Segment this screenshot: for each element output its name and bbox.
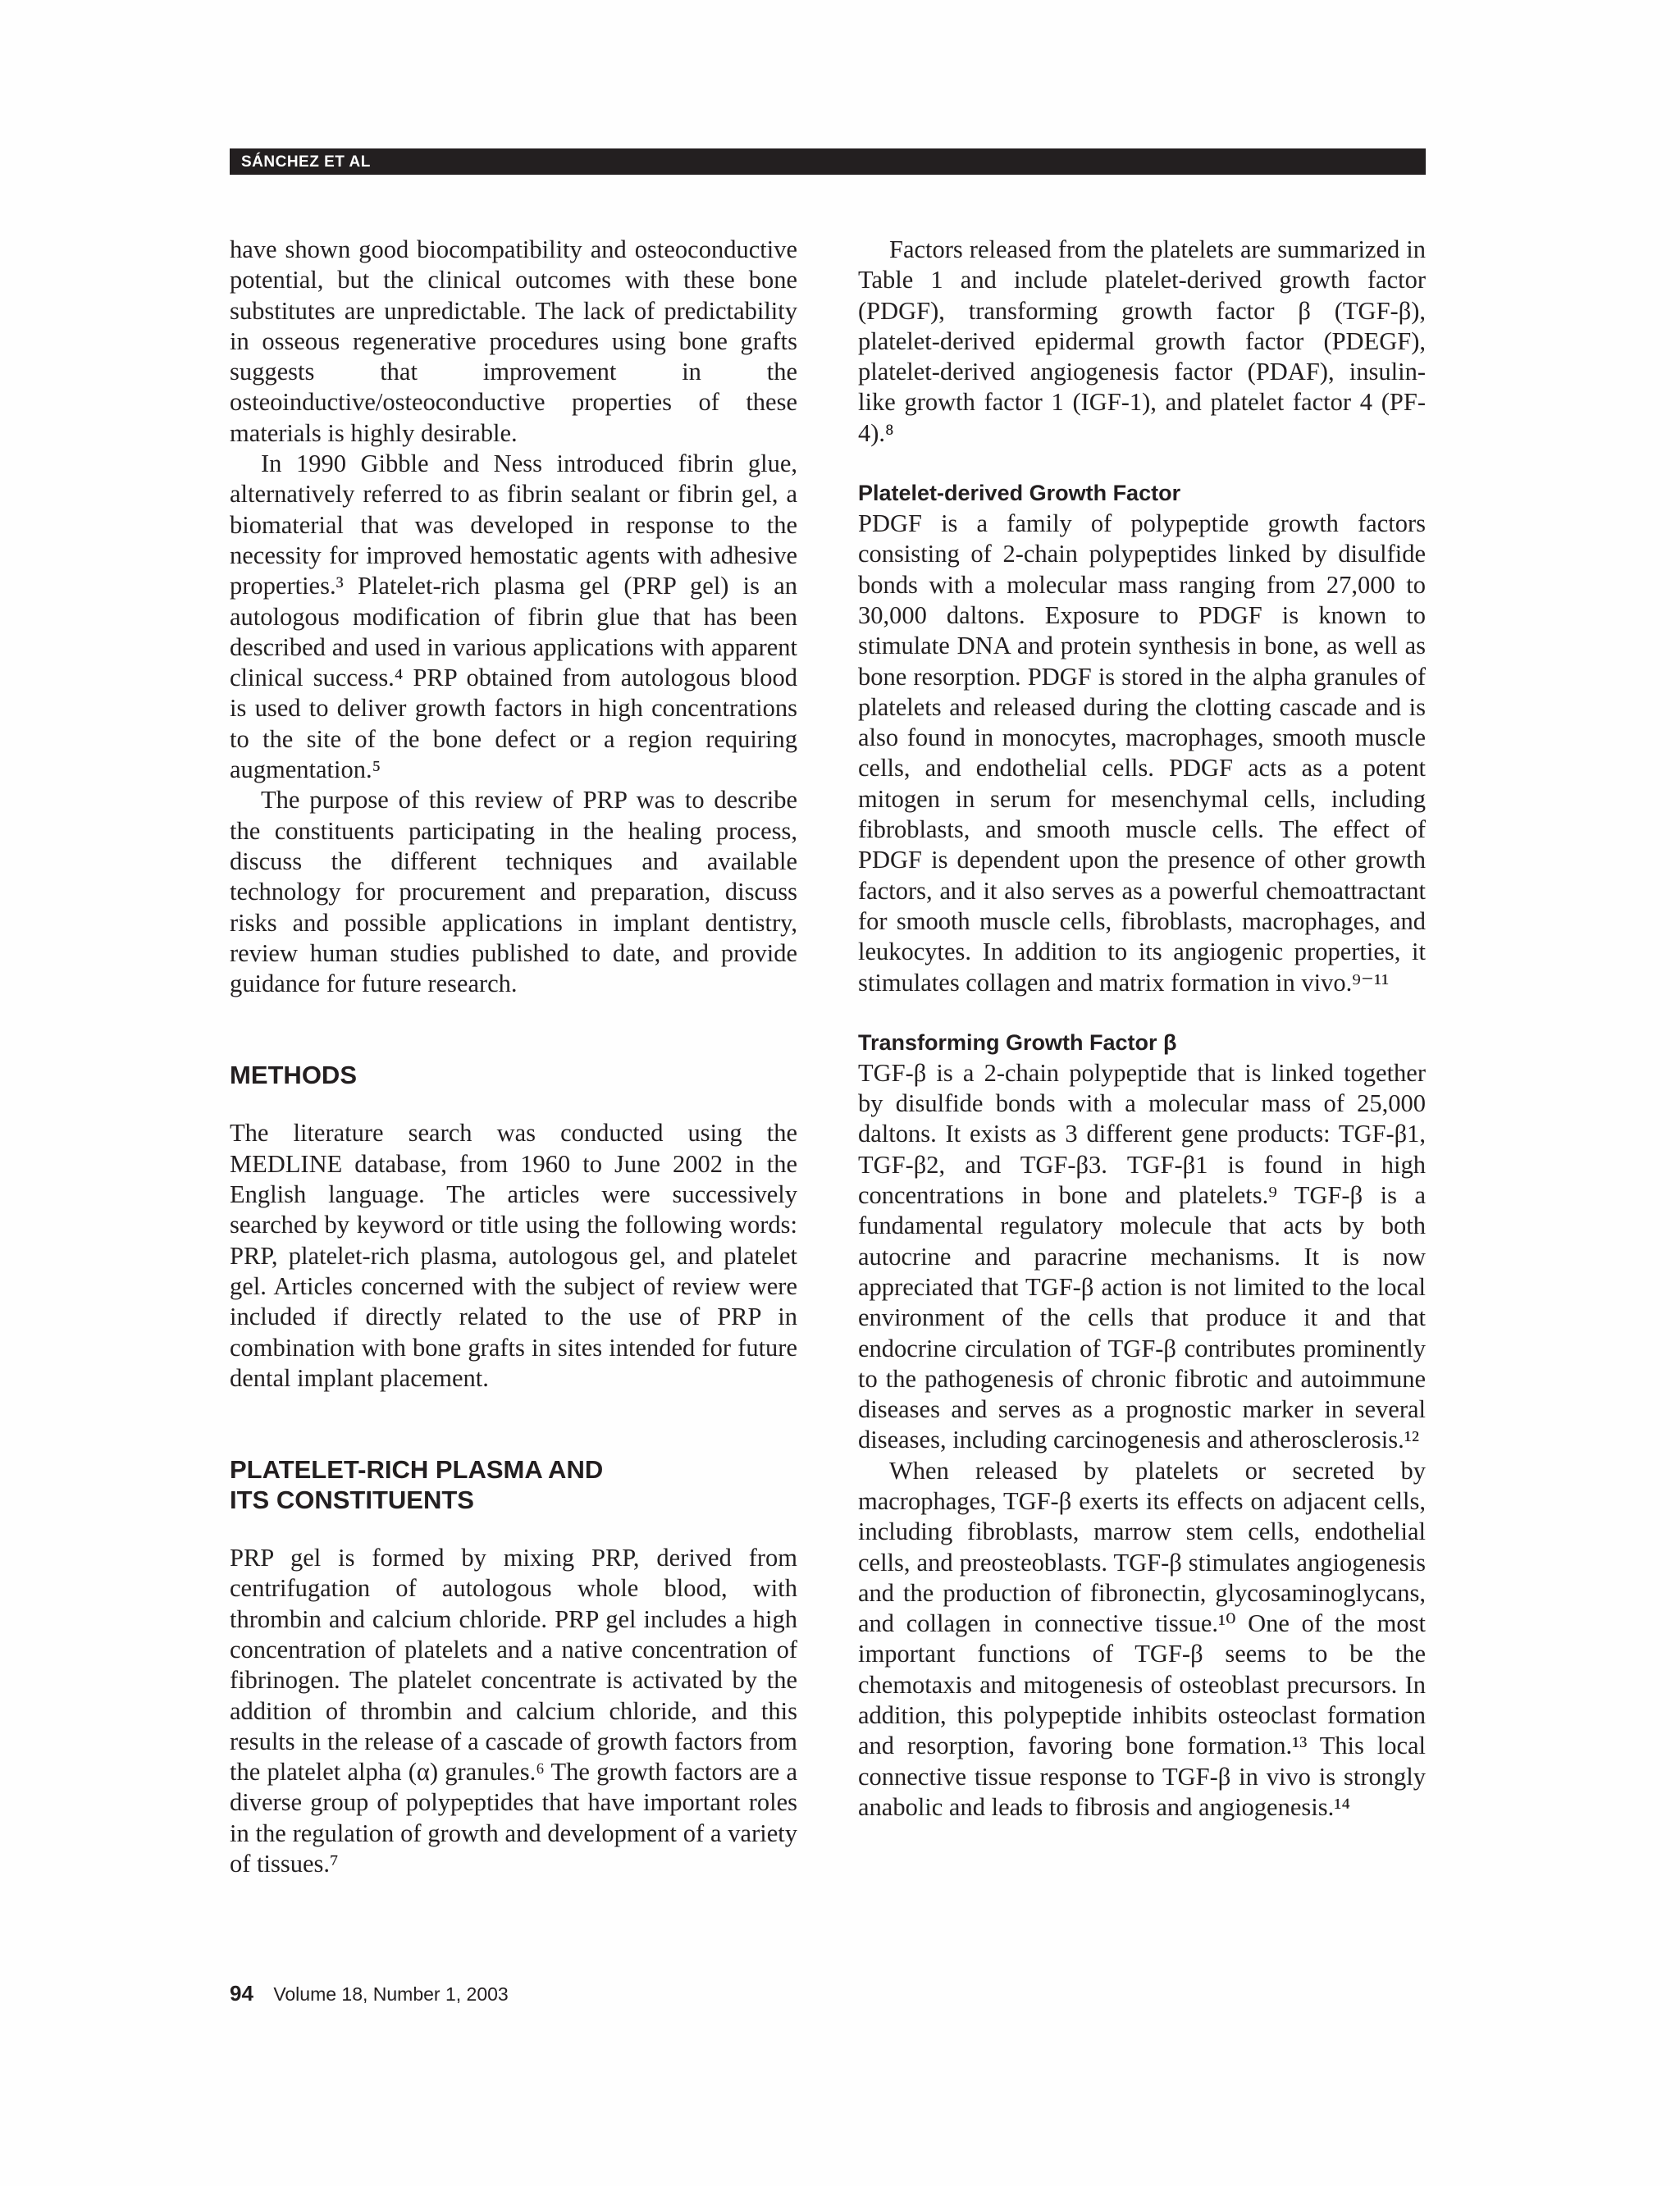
page-footer (230, 1981, 509, 2006)
purpose-paragraph: The purpose of this review of PRP was to describe the constituents participating in the healing process, discuss the different techniques and available technology for procurement and preparation, discuss risks and possible applications in implant dentistry, review human studies published to date, and provide guidance for future research. (230, 786, 797, 998)
prp-heading-line1: PLATELET-RICH PLASMA AND (230, 1455, 604, 1485)
right-column (858, 235, 1426, 1823)
pdgf-paragraph: PDGF is a family of polypeptide growth factors consisting of 2-chain polypeptides linked by disulfide bonds with a molecular mass ranging from 27,000 to 30,000 daltons. Exposure to PDGF is known to stimulate DNA and protein synthesis in bone, as well as bone resorption. PDGF is stored in the alpha granules of platelets and released during the clotting cascade and is also found in monocytes, macrophages, smooth muscle cells, and endothelial cells. PDGF acts as a potent mitogen in serum for mesenchymal cells, including fibroblasts, and smooth muscle cells. The effect of PDGF is dependent upon the presence of other growth factors, and it also serves as a powerful chemoattractant for smooth muscle cells, fibroblasts, macrophages, and leukocytes. In addition to its angiogenic properties, it stimulates collagen and matrix formation in vivo.⁹⁻¹¹ (858, 509, 1426, 997)
page-number: 94 (230, 1981, 253, 2006)
methods-paragraph: The literature search was conducted using the MEDLINE database, from 1960 to June 2002 in the English language. The articles were successively searched by keyword or title using the following words: PRP, platelet-rich plasma, autologous gel, and platelet gel. Articles concerned with the subject of review were included if directly related to the use of PRP in combination with bone grafts in sites intended for future dental implant placement. (230, 1119, 797, 1392)
fibrin-glue-paragraph: In 1990 Gibble and Ness introduced fibrin glue, alternatively referred to as fibrin sealant or fibrin gel, a biomaterial that was developed in response to the necessity for improved hemostatic agents with adhesive properties.³ Platelet-rich plasma gel (PRP gel) is an autologous modification of fibrin glue that has been described and used in various applications with apparent clinical success.⁴ PRP obtained from autologous blood is used to deliver growth factors in high concentrations to the site of the bone defect or a region requiring augmentation.⁵ (230, 450, 797, 784)
tgf-paragraph-2: When released by platelets or secreted by macrophages, TGF-β exerts its effects on adjacent cells, including fibroblasts, marrow stem cells, endothelial cells, and preosteoblasts. TGF-β stimulates angiogenesis and the production of fibronectin, glycosaminoglycans, and collagen in connective tissue.¹⁰ One of the most important functions of TGF-β seems to be the chemotaxis and mitogenesis of osteoblast precursors. In addition, this polypeptide inhibits osteoclast formation and resorption, favoring bone formation.¹³ This local connective tissue response to TGF-β in vivo is strongly anabolic and leads to fibrosis and angiogenesis.¹⁴ (858, 1456, 1426, 1821)
tgf-heading: Transforming Growth Factor β (858, 1029, 1177, 1055)
tgf-paragraph-1: TGF-β is a 2-chain polypeptide that is linked together by disulfide bonds with a molecular mass of 25,000 daltons. It exists as 3 different gene products: TGF-β1, TGF-β2, and TGF-β3. TGF-β1 is found in high concentrations in bone and platelets.⁹ TGF-β is a fundamental regulatory molecule that acts by both autocrine and paracrine mechanisms. It is now appreciated that TGF-β action is not limited to the local environment of the cells that produce it and that endocrine circulation of TGF-β contributes prominently to the pathogenesis of chronic fibrotic and autoimmune diseases and serves as a prognostic marker in several diseases, including carcinogenesis and atherosclerosis.¹² (858, 1058, 1426, 1454)
prp-paragraph: PRP gel is formed by mixing PRP, derived from centrifugation of autologous whole blood, with thrombin and calcium chloride. PRP gel includes a high concentration of platelets and a native concentration of fibrinogen. The platelet concentrate is activated by the addition of thrombin and calcium chloride, and this results in the release of a cascade of growth factors from the platelet alpha (α) granules.⁶ The growth factors are a diverse group of polypeptides that have important roles in the regulation of growth and development of a variety of tissues.⁷ (230, 1544, 797, 1878)
methods-heading: METHODS (230, 1061, 357, 1090)
journal-issue: Volume 18, Number 1, 2003 (273, 1983, 509, 2005)
factors-paragraph: Factors released from the platelets are summarized in Table 1 and include platelet-derived growth factor (PDGF), transforming growth factor β (TGF-β), platelet-derived epidermal growth factor (PDEGF), platelet-derived angiogenesis factor (PDAF), insulin-like growth factor 1 (IGF-1), and platelet factor 4 (PF-4).⁸ (858, 235, 1426, 447)
left-column (230, 235, 797, 1879)
running-head-author: SÁNCHEZ ET AL (241, 153, 371, 171)
prp-heading-line2: ITS CONSTITUENTS (230, 1485, 474, 1515)
running-head-bar (230, 148, 1426, 175)
pdgf-heading: Platelet-derived Growth Factor (858, 481, 1181, 506)
intro-paragraph-continued: have shown good biocompatibility and osteoconductive potential, but the clinical outcomes with these bone substitutes are unpredictable. The lack of predictability in osseous regenerative procedures using bone grafts suggests that improvement in the osteoinductive/osteoconductive properties of these materials is highly desirable. (230, 235, 797, 447)
